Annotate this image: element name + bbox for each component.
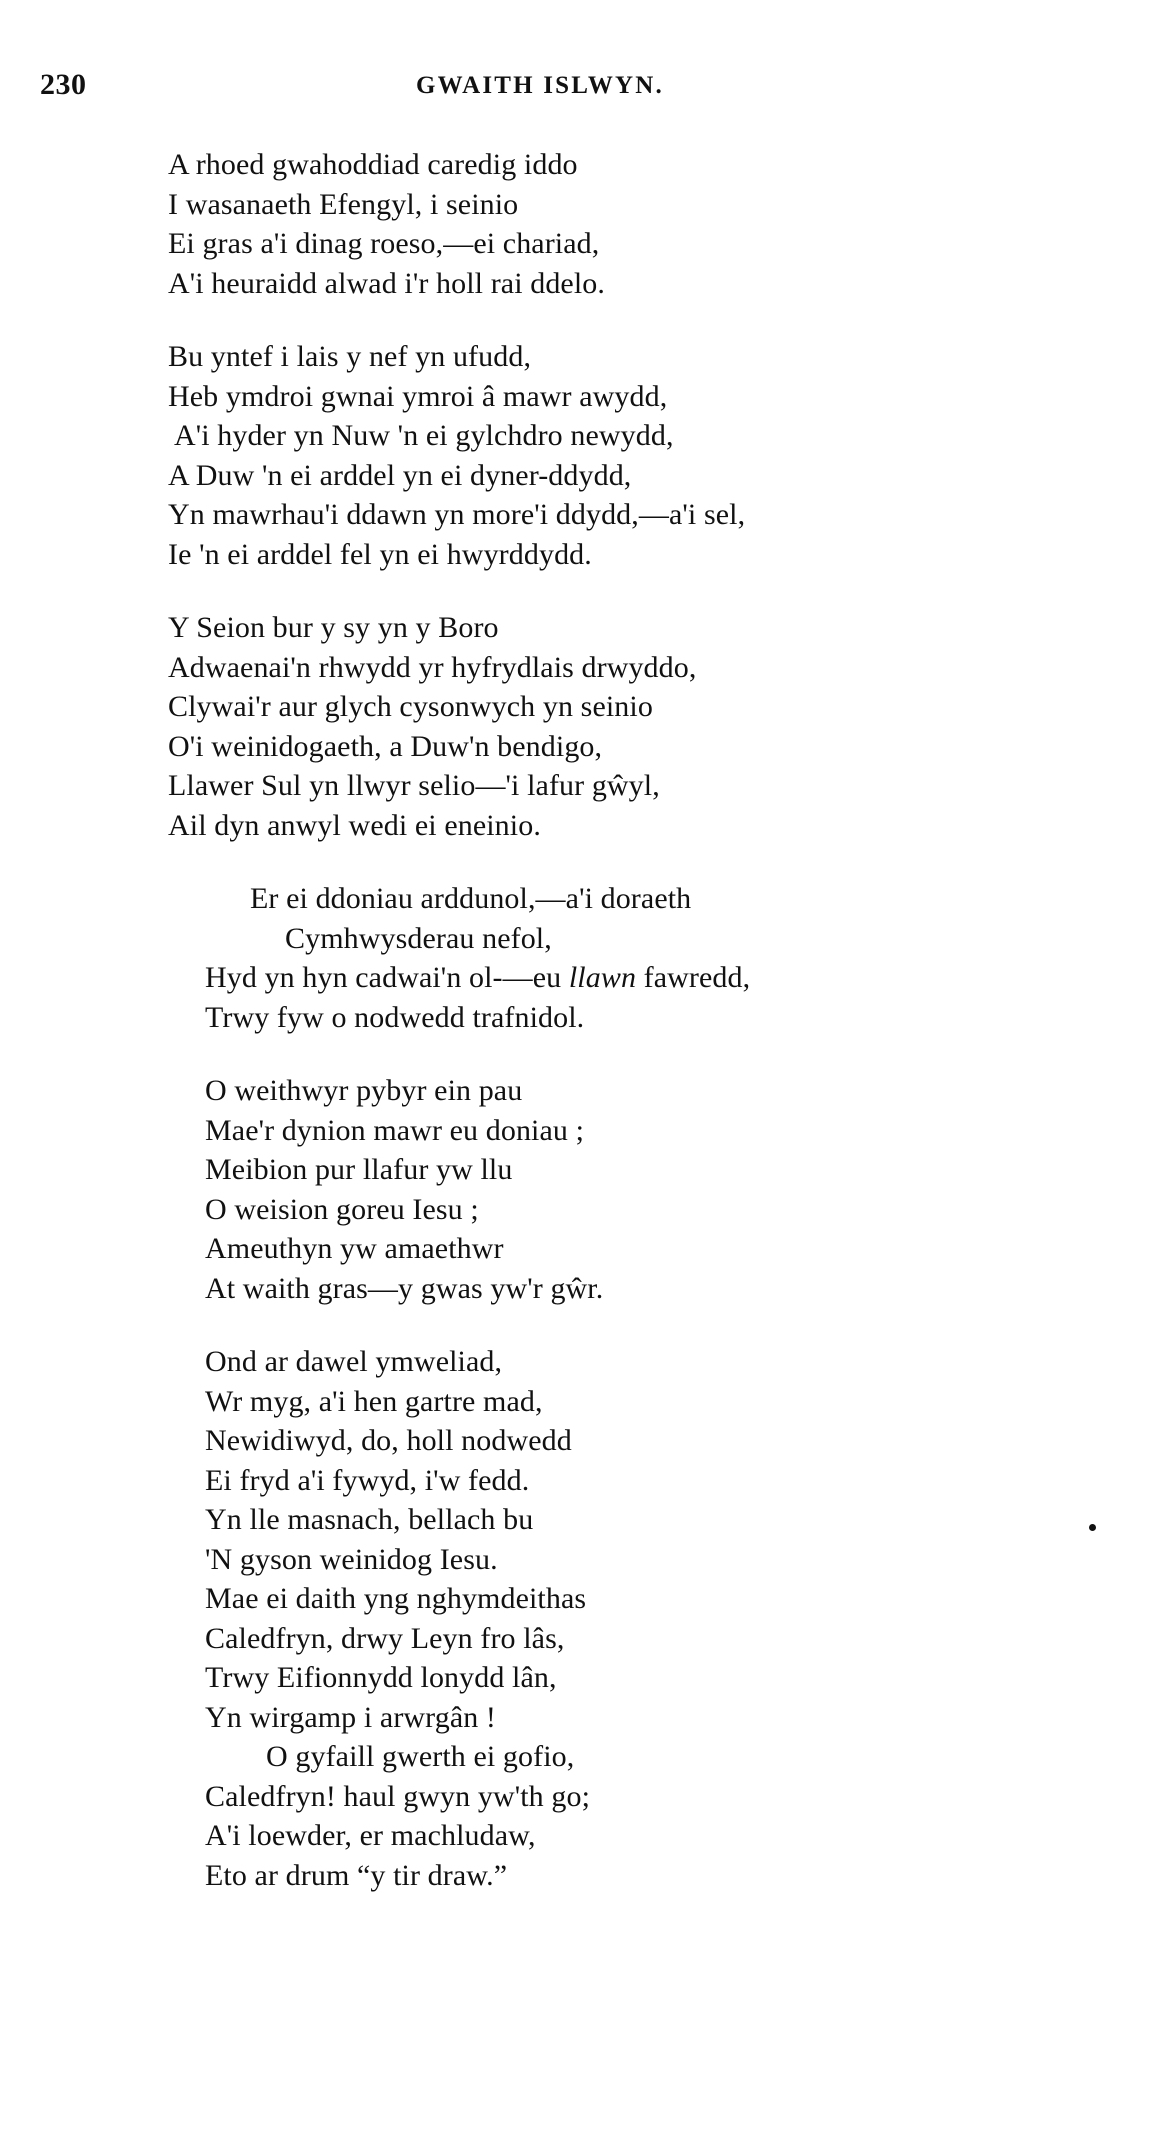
poem-line: A'i loewder, er machludaw, xyxy=(205,1819,536,1852)
poem-line: Newidiwyd, do, holl nodwedd xyxy=(205,1424,572,1457)
poem-line: Ie 'n ei arddel fel yn ei hwyrddydd. xyxy=(168,537,592,571)
poem-line: Ail dyn anwyl wedi ei eneinio. xyxy=(168,808,541,842)
stanza xyxy=(0,1342,1169,1895)
poem-line: Trwy fyw o nodwedd trafnidol. xyxy=(205,1000,585,1034)
poem-line: Hyd yn hyn cadwai'n ol-—eu llawn fawredd, xyxy=(205,961,751,994)
emphasized-word: llawn xyxy=(568,961,637,994)
poem-line: Adwaenai'n rhwydd yr hyfrydlais drwyddo, xyxy=(168,650,697,684)
poem-line: Cymhwysderau nefol, xyxy=(285,921,552,955)
poem-line: Yn lle masnach, bellach bu xyxy=(205,1503,534,1536)
poem-line: Yn wirgamp i arwrgân ! xyxy=(205,1700,497,1734)
poem-line: At waith gras—y gwas yw'r gŵr. xyxy=(205,1271,604,1305)
poem-line: Heb ymdroi gwnai ymroi â mawr awydd, xyxy=(168,379,668,413)
poem-line: Y Seion bur y sy yn y Boro xyxy=(168,611,499,644)
poem-line: Ei gras a'i dinag roeso,—ei chariad, xyxy=(168,227,600,260)
poem-line: Yn mawrhau'i ddawn yn more'i ddydd,—a'i sel, xyxy=(168,498,746,531)
stanza xyxy=(0,145,1169,303)
poem-line: A Duw 'n ei arddel yn ei dyner-ddydd, xyxy=(168,458,632,492)
stanza xyxy=(0,1071,1169,1308)
poem-line: Caledfryn! haul gwyn yw'th go; xyxy=(205,1779,591,1813)
poem-line: O weision goreu Iesu ; xyxy=(205,1192,479,1226)
running-title: GWAITH ISLWYN. xyxy=(416,72,664,99)
poem-line: Meibion pur llafur yw llu xyxy=(205,1153,513,1186)
poem-line: Ond ar dawel ymweliad, xyxy=(205,1345,503,1378)
poem-line: O'i weinidogaeth, a Duw'n bendigo, xyxy=(168,729,603,763)
poem-line: Er ei ddoniau arddunol,—a'i doraeth xyxy=(250,882,692,915)
margin-dot-mark xyxy=(1089,1524,1096,1531)
poem-line: Bu yntef i lais y nef yn ufudd, xyxy=(168,340,532,373)
poem-line: Mae ei daith yng nghymdeithas xyxy=(205,1582,587,1615)
poem-line: Trwy Eifionnydd lonydd lân, xyxy=(205,1661,557,1694)
poem-line: Caledfryn, drwy Leyn fro lâs, xyxy=(205,1621,565,1655)
poem-line: A'i heuraidd alwad i'r holl rai ddelo. xyxy=(168,266,605,300)
stanza xyxy=(0,608,1169,845)
poem-line: Clywai'r aur glych cysonwych yn seinio xyxy=(168,690,653,723)
poem-line: O weithwyr pybyr ein pau xyxy=(205,1074,523,1107)
poem-body xyxy=(0,145,1169,1929)
poem-line: Llawer Sul yn llwyr selio—'i lafur gŵyl, xyxy=(168,769,660,802)
poem-line: O gyfaill gwerth ei gofio, xyxy=(266,1740,575,1773)
page-header xyxy=(0,68,1169,108)
poem-line: Eto ar drum “y tir draw.” xyxy=(205,1858,508,1892)
poem-line: Mae'r dynion mawr eu doniau ; xyxy=(205,1113,585,1147)
poem-line: Ameuthyn yw amaethwr xyxy=(205,1232,504,1265)
poem-line: A rhoed gwahoddiad caredig iddo xyxy=(168,148,578,181)
stanza xyxy=(0,337,1169,574)
poem-line: A'i hyder yn Nuw 'n ei gylchdro newydd, xyxy=(168,419,674,452)
poem-line: I wasanaeth Efengyl, i seinio xyxy=(168,187,519,221)
page-number: 230 xyxy=(40,68,87,101)
stanza xyxy=(0,879,1169,1037)
poem-line: Ei fryd a'i fywyd, i'w fedd. xyxy=(205,1463,530,1497)
poem-line: 'N gyson weinidog Iesu. xyxy=(205,1542,498,1576)
poem-line: Wr myg, a'i hen gartre mad, xyxy=(205,1384,543,1418)
